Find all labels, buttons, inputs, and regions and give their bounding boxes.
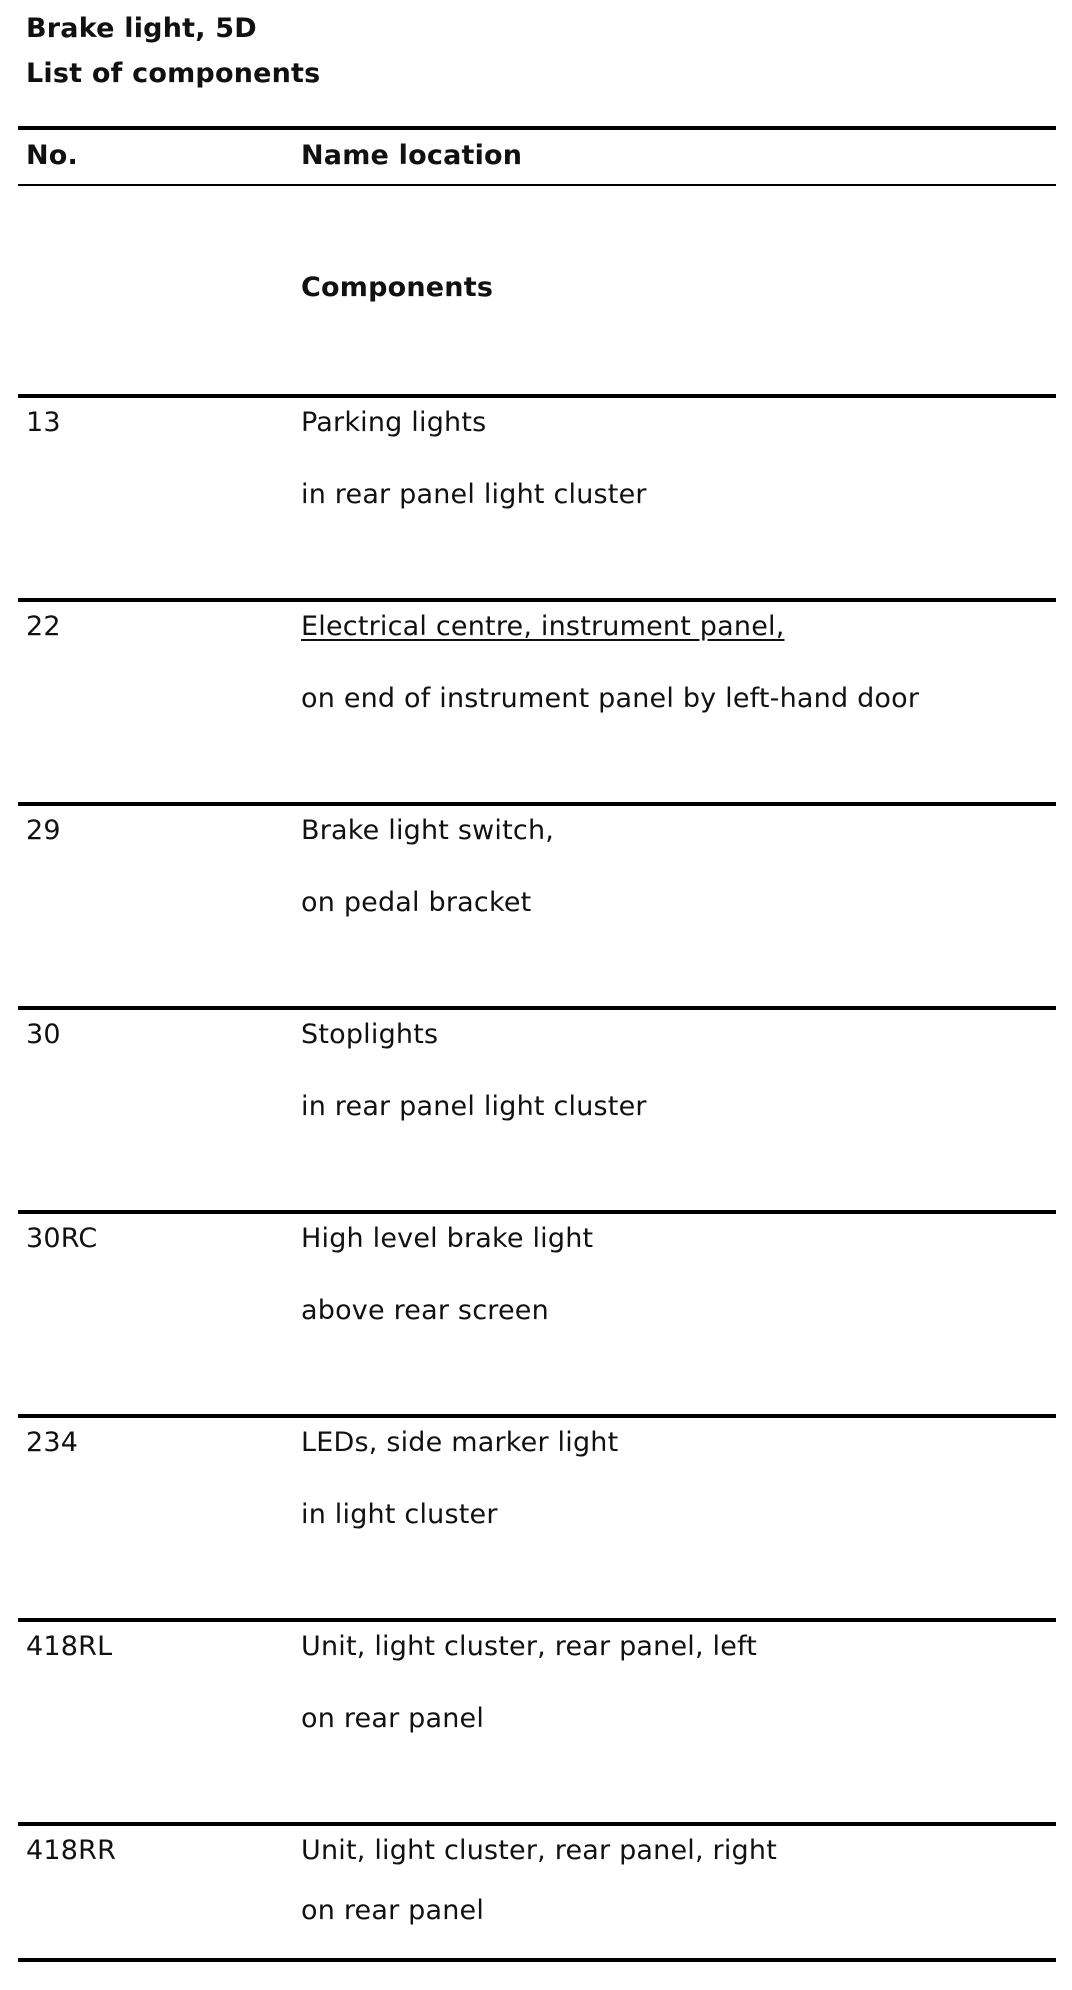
header-rule bbox=[18, 184, 1056, 186]
row-location: on pedal bracket bbox=[301, 887, 532, 918]
section-heading-components: Components bbox=[301, 272, 494, 303]
row-location: in light cluster bbox=[301, 1499, 498, 1530]
row-rule bbox=[18, 1618, 1056, 1622]
row-name: Parking lights bbox=[301, 407, 487, 438]
row-location: in rear panel light cluster bbox=[301, 479, 647, 510]
row-rule bbox=[18, 598, 1056, 602]
column-header-number: No. bbox=[26, 140, 79, 171]
row-location: on end of instrument panel by left-hand door bbox=[301, 683, 920, 714]
row-rule bbox=[18, 802, 1056, 806]
document-title bbox=[26, 6, 320, 96]
row-name: LEDs, side marker light bbox=[301, 1427, 619, 1458]
row-number: 30 bbox=[26, 1019, 61, 1050]
row-name: Unit, light cluster, rear panel, right bbox=[301, 1835, 777, 1866]
row-name: Brake light switch, bbox=[301, 815, 555, 846]
row-name: High level brake light bbox=[301, 1223, 594, 1254]
row-rule bbox=[18, 394, 1056, 398]
row-location: on rear panel bbox=[301, 1895, 485, 1926]
row-rule bbox=[18, 1414, 1056, 1418]
row-number: 13 bbox=[26, 407, 61, 438]
row-rule bbox=[18, 1006, 1056, 1010]
row-number: 30RC bbox=[26, 1223, 98, 1254]
row-number: 234 bbox=[26, 1427, 79, 1458]
row-name: Unit, light cluster, rear panel, left bbox=[301, 1631, 758, 1662]
row-location: above rear screen bbox=[301, 1295, 549, 1326]
row-location: in rear panel light cluster bbox=[301, 1091, 647, 1122]
table-top-rule bbox=[18, 126, 1056, 130]
row-name-link[interactable]: Electrical centre, instrument panel, bbox=[301, 611, 785, 642]
title-line-1: Brake light, 5D bbox=[26, 13, 257, 44]
title-line-2: List of components bbox=[26, 58, 321, 89]
row-number: 22 bbox=[26, 611, 61, 642]
row-number: 418RL bbox=[26, 1631, 113, 1662]
row-number: 29 bbox=[26, 815, 61, 846]
row-name: Stoplights bbox=[301, 1019, 439, 1050]
row-number: 418RR bbox=[26, 1835, 117, 1866]
row-location: on rear panel bbox=[301, 1703, 485, 1734]
row-rule bbox=[18, 1210, 1056, 1214]
table-bottom-rule bbox=[18, 1958, 1056, 1962]
row-rule bbox=[18, 1822, 1056, 1826]
column-header-name-location: Name location bbox=[301, 140, 523, 171]
